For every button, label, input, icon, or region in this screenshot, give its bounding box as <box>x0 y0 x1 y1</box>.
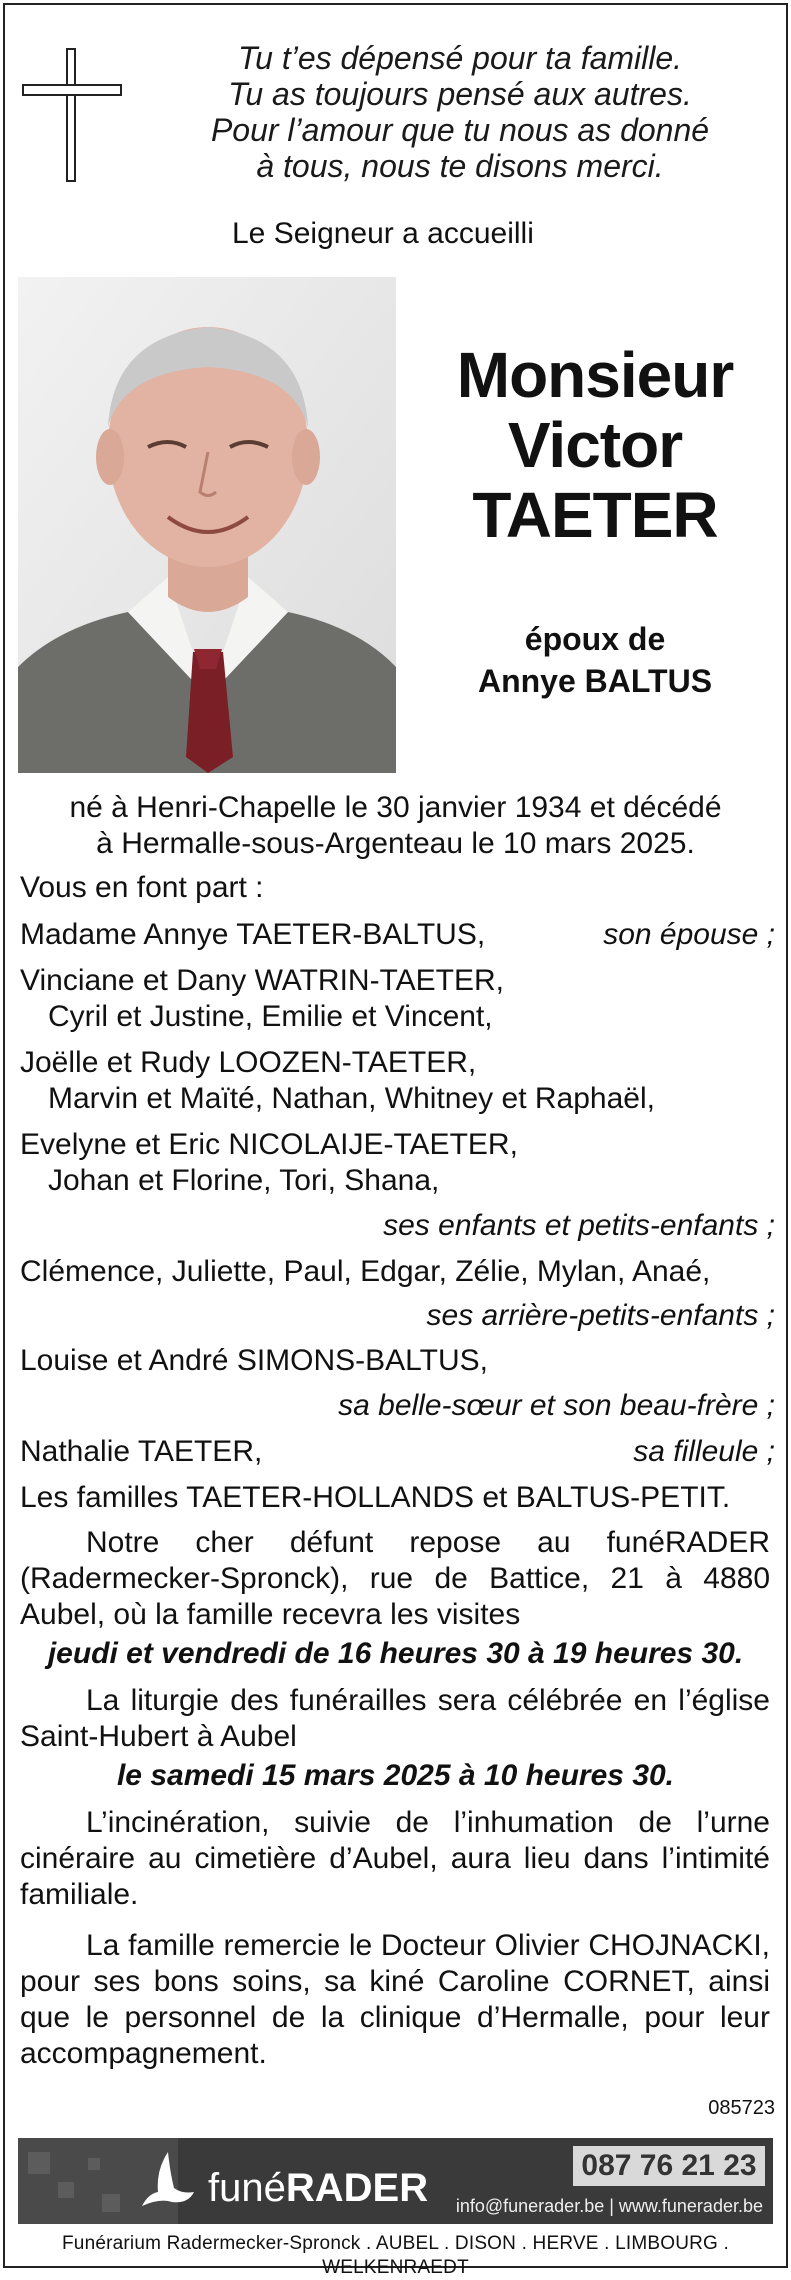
brand-logo <box>208 2166 428 2210</box>
funeral-home-banner <box>18 2138 773 2224</box>
family-role: ses enfants et petits-enfants ; <box>383 1209 775 1242</box>
family-member: Evelyne et Eric NICOLAIJE-TAETER, <box>20 1128 518 1161</box>
birth-line: né à Henri-Chapelle le 30 janvier 1934 et décédé <box>69 791 722 824</box>
brand-prefix: funé <box>208 2166 286 2210</box>
family-role: sa filleule ; <box>633 1435 775 1468</box>
family-member: Louise et André SIMONS-BALTUS, <box>20 1344 488 1377</box>
family-grandchildren: Johan et Florine, Tori, Shana, <box>48 1164 440 1197</box>
latin-cross-icon <box>22 48 122 182</box>
thanks-paragraph: La famille remercie le Docteur Olivier CHOJNACKI, pour ses bons soins, sa kiné Caroline CORNET, ainsi que le personnel de la clinique d’Hermalle, pour leur accompagnement. <box>20 1929 770 2070</box>
family-member: Clémence, Juliette, Paul, Edgar, Zélie, Mylan, Anaé, <box>20 1255 711 1288</box>
memorial-poem <box>180 40 740 184</box>
liturgy-paragraph: La liturgie des funérailles sera célébrée en l’église Saint-Hubert à Aubel <box>20 1684 770 1753</box>
family-grandchildren: Marvin et Maïté, Nathan, Whitney et Raphaël, <box>48 1082 655 1115</box>
family-member: Joëlle et Rudy LOOZEN-TAETER, <box>20 1046 477 1079</box>
name-last: TAETER <box>472 479 718 551</box>
cremation-paragraph: L’incinération, suivie de l’inhumation de l’urne cinéraire au cimetière d’Aubel, aura lieu dans l’intimité familiale. <box>20 1806 770 1911</box>
visit-paragraph: Notre cher défunt repose au funéRADER (Radermecker-Spronck), rue de Battice, 21 à 4880 Aubel, où la famille recevra les visites <box>20 1526 770 1631</box>
poem-line: Tu t’es dépensé pour ta famille. <box>237 40 683 76</box>
name-first: Victor <box>507 409 683 481</box>
family-role: son épouse ; <box>603 918 775 951</box>
contact-info: info@funerader.be | www.funerader.be <box>455 2196 763 2216</box>
announce-heading: Vous en font part : <box>20 871 264 904</box>
liturgy-time: le samedi 15 mars 2025 à 10 heures 30. <box>116 1759 675 1792</box>
welcomed-heading: Le Seigneur a accueilli <box>232 217 534 250</box>
brand-suffix: RADER <box>285 2166 429 2210</box>
portrait-photo <box>18 277 396 773</box>
poem-line: Pour l’amour que tu nous as donné <box>210 112 710 148</box>
family-member: Nathalie TAETER, <box>20 1435 263 1468</box>
deceased-name <box>420 340 770 550</box>
family-grandchildren: Cyril et Justine, Emilie et Vincent, <box>48 1000 493 1033</box>
spouse-name: Annye BALTUS <box>477 663 713 699</box>
family-member: Les familles TAETER-HOLLANDS et BALTUS-PETIT. <box>20 1481 731 1514</box>
family-wife: Madame Annye TAETER-BALTUS, <box>20 918 486 951</box>
family-role: ses arrière-petits-enfants ; <box>426 1299 775 1332</box>
dove-logo-icon <box>138 2148 198 2214</box>
spouse-label: époux de <box>524 621 666 657</box>
death-line: à Hermalle-sous-Argenteau le 10 mars 2025. <box>96 827 695 860</box>
funeral-home-locations: Funérarium Radermecker-Spronck . AUBEL . DISON . HERVE . LIMBOURG . WELKENRAEDT <box>62 2233 729 2278</box>
reference-number: 085723 <box>708 2097 775 2119</box>
poem-line: Tu as toujours pensé aux autres. <box>228 76 692 112</box>
name-title: Monsieur <box>456 339 734 411</box>
poem-line: à tous, nous te disons merci. <box>256 148 664 184</box>
family-role: sa belle-sœur et son beau-frère ; <box>338 1389 775 1422</box>
family-member: Vinciane et Dany WATRIN-TAETER, <box>20 964 505 997</box>
phone-number: 087 76 21 23 <box>573 2146 765 2186</box>
visit-time: jeudi et vendredi de 16 heures 30 à 19 heures 30. <box>47 1637 744 1670</box>
spouse-info <box>440 618 750 702</box>
